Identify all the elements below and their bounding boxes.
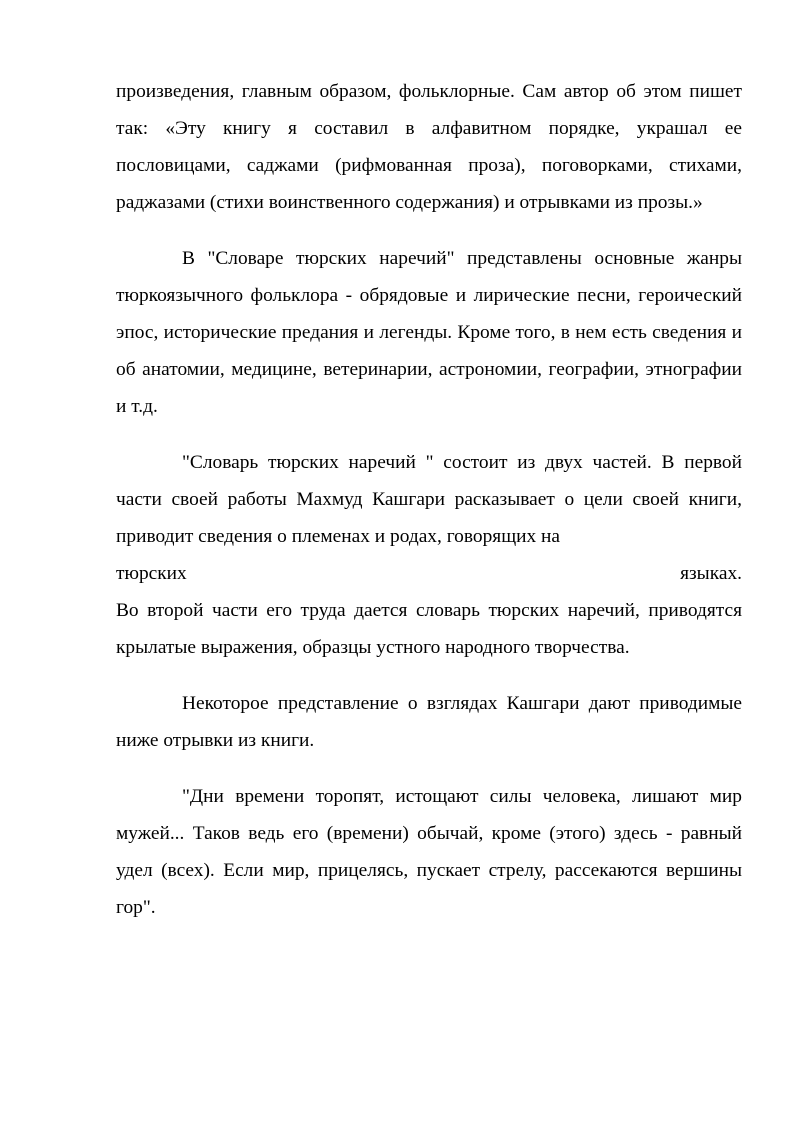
- paragraph-5: "Дни времени торопят, истощают силы человека, лишают мир мужей... Таков ведь его (времени) обычай, кроме (этого) здесь - равный удел (всех). Если мир, прицелясь, пускает стрелу, рассекаются вершины гор".: [116, 786, 742, 918]
- paragraph-4: Некоторое представление о взглядах Кашгари дают приводимые ниже отрывки из книги.: [116, 693, 742, 751]
- document-body: [116, 73, 742, 945]
- paragraph-3-line-languages: тюрских языках.: [116, 563, 742, 584]
- paragraph-3-continued: Во второй части его труда дается словарь тюрских наречий, приводятся крылатые выражения, образцы устного народного творчества.: [116, 600, 742, 658]
- paragraph-3-part-1: "Словарь тюрских наречий " состоит из двух частей. В первой части своей работы Махмуд Кашгари раскaзывает о цели своей книги, приводит сведения о племенах и родах, говорящих на: [116, 452, 742, 547]
- paragraph-3: [116, 444, 742, 592]
- paragraph-1: произведения, главным образом, фольклорные. Сам автор об этом пишет так: «Эту книгу я составил в алфавитном порядке, украшал ее пословицами, саджами (рифмованная проза), поговорками, стихами, раджазами (стихи воинственного содержания) и отрывками из прозы.»: [116, 81, 742, 213]
- paragraph-2: В "Словаре тюрских наречий" представлены основные жанры тюркоязычного фольклора - обрядовые и лирические песни, героический эпос, исторические предания и легенды. Кроме того, в нем есть сведения и об анатомии, медицине, ветеринарии, астрономии, географии, этнографии и т.д.: [116, 248, 742, 417]
